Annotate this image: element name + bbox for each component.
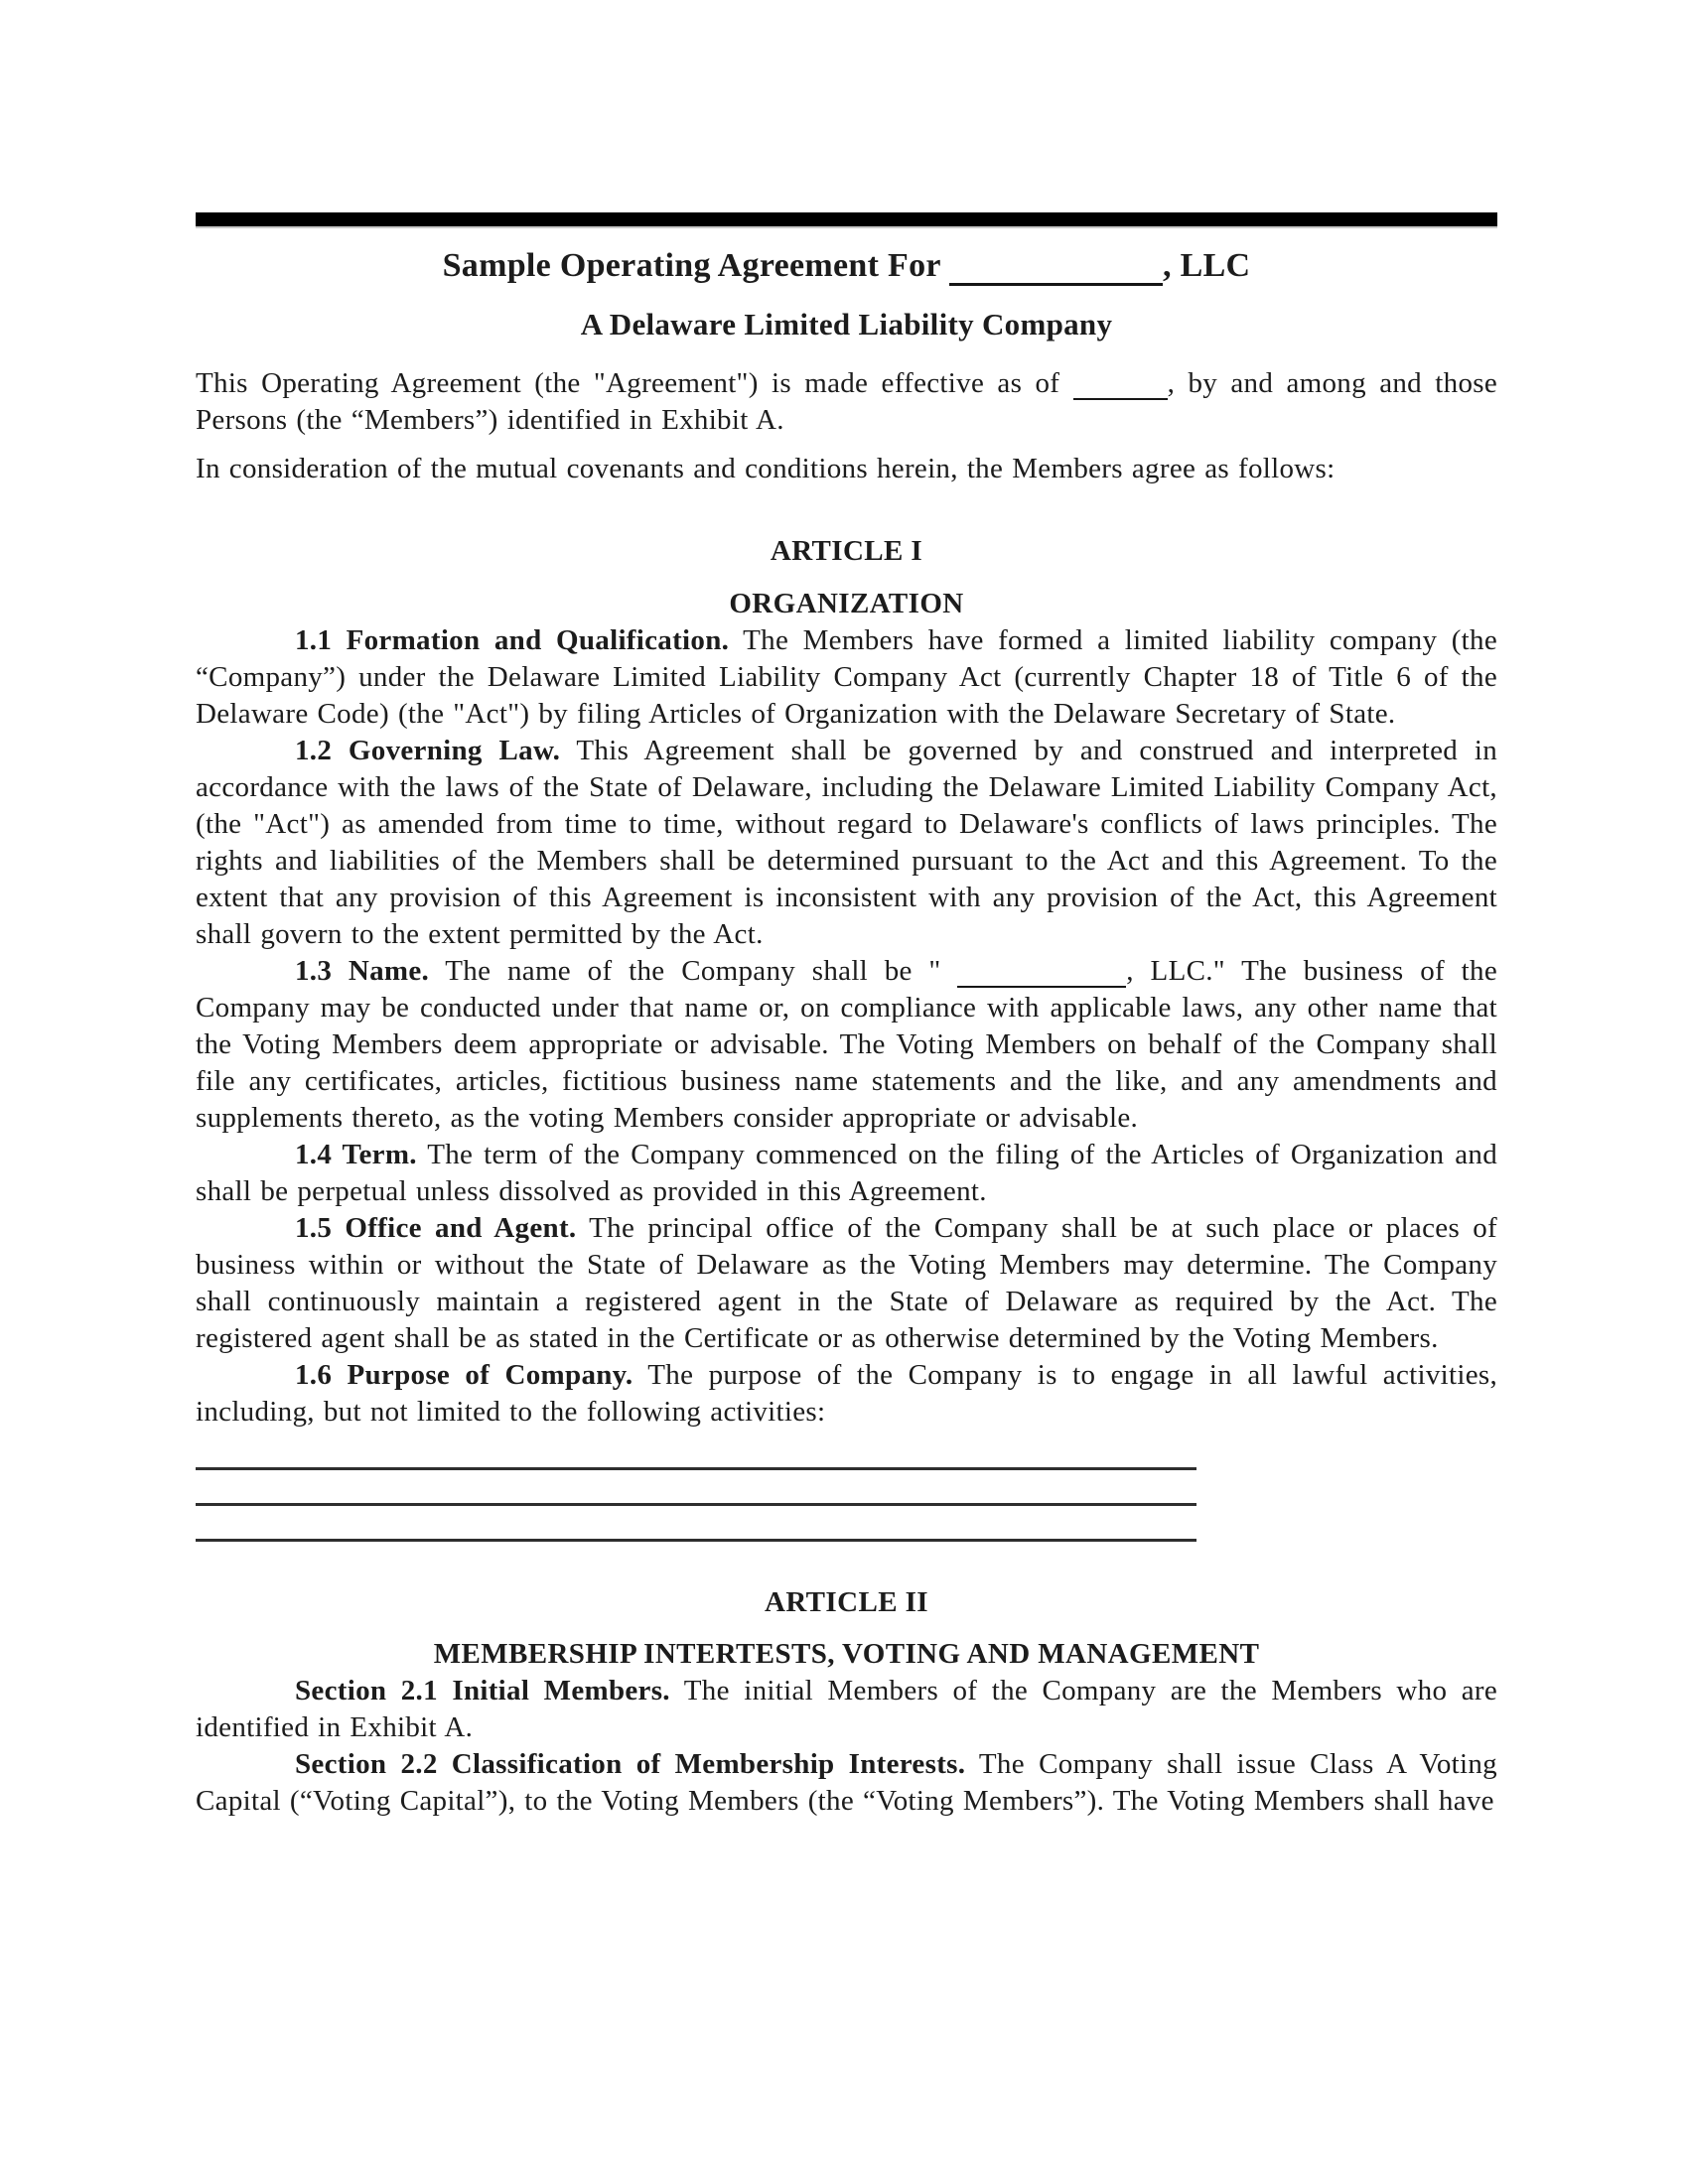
preamble-before-blank: This Operating Agreement (the "Agreement") is made effective as of <box>196 367 1060 399</box>
section-1-1 <box>196 622 1497 733</box>
section-1-2-text: This Agreement shall be governed by and construed and interpreted in accordance with the laws of the State of Delaware, including the Delaware Limited Liability Company Act, (the "Act") as amended from time to time, without regard to Delaware's conflicts of laws principles. The rights and liabilities of the Members shall be determined pursuant to the Act and this Agreement. To the extent that any provision of this Agreement is inconsistent with any provision of the Act, this Agreement shall govern to the extent permitted by the Act. <box>196 735 1498 950</box>
document-title <box>196 246 1497 286</box>
section-2-2-lead: Section 2.2 Classification of Membership Interests. <box>295 1748 966 1780</box>
fill-in-line-1 <box>196 1434 1196 1470</box>
section-1-2-lead: 1.2 Governing Law. <box>295 735 561 766</box>
section-1-2 <box>196 733 1497 953</box>
section-1-4-lead: 1.4 Term. <box>295 1139 417 1170</box>
document-title-suffix: , LLC <box>1163 247 1251 284</box>
company-name-blank-line <box>957 957 1126 988</box>
preamble-after-blank: , by and among and those Persons (the “Members”) identified in Exhibit A. <box>196 367 1497 436</box>
section-1-3 <box>196 953 1497 1137</box>
section-1-4-text: The term of the Company commenced on the filing of the Articles of Organization and shall be perpetual unless dissolved as provided in this Agreement. <box>196 1139 1497 1207</box>
top-rule-bar <box>196 212 1497 228</box>
fill-in-line-2 <box>196 1470 1196 1506</box>
section-1-6 <box>196 1357 1497 1431</box>
article-2-heading: ARTICLE II <box>765 1586 928 1618</box>
document-subtitle: A Delaware Limited Liability Company <box>580 307 1113 341</box>
section-2-1-lead: Section 2.1 Initial Members. <box>295 1675 670 1706</box>
fill-in-line-3 <box>196 1506 1196 1542</box>
section-1-3-text-after: , LLC." The business of the Company may be conducted under that name or, on compliance with applicable laws, any other name that the Voting Members deem appropriate or advisable. The Voting Members on behalf of the Company shall file any certificates, articles, fictitious business name statements and the like, and any amendments and supplements thereto, as the voting Members consider appropriate or advisable. <box>196 955 1497 1134</box>
section-1-5-text: The principal office of the Company shall be at such place or places of business within or without the State of Delaware as the Voting Members may determine. The Company shall continuously maintain a registered agent in the State of Delaware as required by the Act. The registered agent shall be as stated in the Certificate or as otherwise determined by the Voting Members. <box>196 1212 1497 1354</box>
section-1-5 <box>196 1210 1497 1357</box>
section-1-5-lead: 1.5 Office and Agent. <box>295 1212 577 1244</box>
consideration-paragraph: In consideration of the mutual covenants and conditions herein, the Members agree as follows: <box>196 453 1336 484</box>
article-1-subheading: ORGANIZATION <box>729 588 964 619</box>
section-2-1-text: The initial Members of the Company are the Members who are identified in Exhibit A. <box>196 1675 1497 1743</box>
section-1-1-text: The Members have formed a limited liability company (the “Company”) under the Delaware Limited Liability Company Act (currently Chapter 18 of Title 6 of the Delaware Code) (the "Act") by filing Articles of Organization with the Delaware Secretary of State. <box>196 624 1498 730</box>
section-2-1 <box>196 1673 1497 1746</box>
section-2-2-text: The Company shall issue Class A Voting Capital (“Voting Capital”), to the Voting Members (the “Voting Members”). The Voting Members shall have <box>196 1748 1497 1817</box>
document-title-text: Sample Operating Agreement For <box>442 247 941 284</box>
section-1-3-text-before: The name of the Company shall be " <box>445 955 941 987</box>
section-1-6-lead: 1.6 Purpose of Company. <box>295 1359 633 1391</box>
article-1-heading: ARTICLE I <box>770 535 923 567</box>
preamble-paragraph <box>196 365 1497 439</box>
purpose-fill-in-lines <box>196 1434 1497 1542</box>
article-2-subheading: MEMBERSHIP INTERTESTS, VOTING AND MANAGEMENT <box>433 1638 1260 1670</box>
section-1-4 <box>196 1137 1497 1210</box>
section-2-2 <box>196 1746 1497 1820</box>
effective-date-blank-line <box>1073 369 1168 400</box>
section-1-1-lead: 1.1 Formation and Qualification. <box>295 624 730 656</box>
section-1-3-lead: 1.3 Name. <box>295 955 430 987</box>
title-blank-line <box>949 249 1163 286</box>
section-1-6-text: The purpose of the Company is to engage in all lawful activities, including, but not limited to the following activities: <box>196 1359 1498 1428</box>
